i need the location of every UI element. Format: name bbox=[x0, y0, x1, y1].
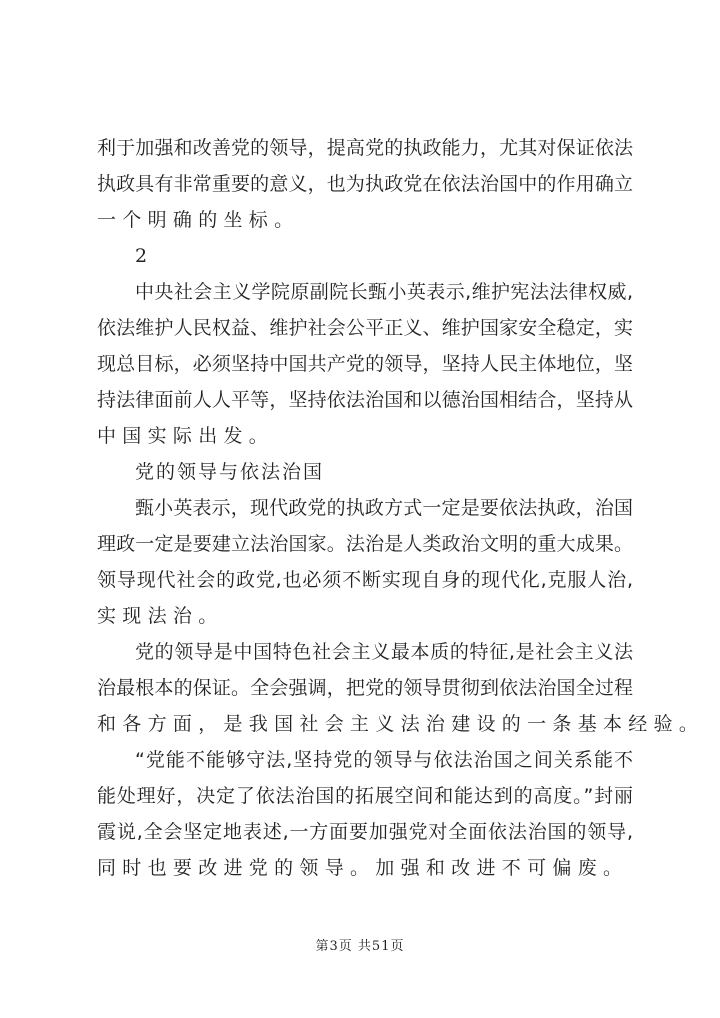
text-line: 中国实际出发。 bbox=[97, 425, 275, 447]
text-line: 实现法治。 bbox=[97, 605, 224, 627]
section-number: 2 bbox=[135, 245, 154, 267]
text-line: 理政一定是要建立法治国家。法治是人类政治文明的重大成果。 bbox=[97, 533, 633, 555]
text-line: 甄小英表示，现代政党的执政方式一定是要依法执政，治国 bbox=[135, 497, 633, 519]
text-line: 霞说,全会坚定地表述,一方面要加强党对全面依法治国的领导, bbox=[97, 821, 633, 843]
document-body bbox=[97, 130, 705, 886]
text-line: 一个明确的坐标。 bbox=[97, 209, 300, 231]
text-line: 中央社会主义学院原副院长甄小英表示,维护宪法法律权威, bbox=[135, 281, 633, 303]
text-line: 党的领导是中国特色社会主义最本质的特征,是社会主义法 bbox=[135, 641, 633, 663]
text-line: 依法维护人民权益、维护社会公平正义、维护国家安全稳定，实 bbox=[97, 317, 633, 339]
text-line: 执政具有非常重要的意义，也为执政党在依法治国中的作用确立 bbox=[97, 173, 633, 195]
text-line: 能处理好，决定了依法治国的拓展空间和能达到的高度。”封丽 bbox=[97, 785, 633, 807]
page-number-footer: 第3页 共51页 bbox=[315, 939, 405, 954]
text-line: 持法律面前人人平等，坚持依法治国和以德治国相结合，坚持从 bbox=[97, 389, 633, 411]
text-line: 利于加强和改善党的领导，提高党的执政能力，尤其对保证依法 bbox=[97, 137, 633, 159]
text-line: “党能不能够守法,坚持党的领导与依法治国之间关系能不 bbox=[135, 749, 633, 771]
text-line: 和各方面，是我国社会主义法治建设的一条基本经验。 bbox=[97, 713, 705, 735]
text-line: 同时也要改进党的领导。加强和改进不可偏废。 bbox=[97, 857, 629, 879]
text-line: 治最根本的保证。全会强调，把党的领导贯彻到依法治国全过程 bbox=[97, 677, 633, 699]
text-line: 领导现代社会的政党,也必须不断实现自身的现代化,克服人治, bbox=[97, 569, 633, 591]
section-heading: 党的领导与依法治国 bbox=[135, 461, 325, 483]
text-line: 现总目标，必须坚持中国共产党的领导，坚持人民主体地位，坚 bbox=[97, 353, 633, 375]
